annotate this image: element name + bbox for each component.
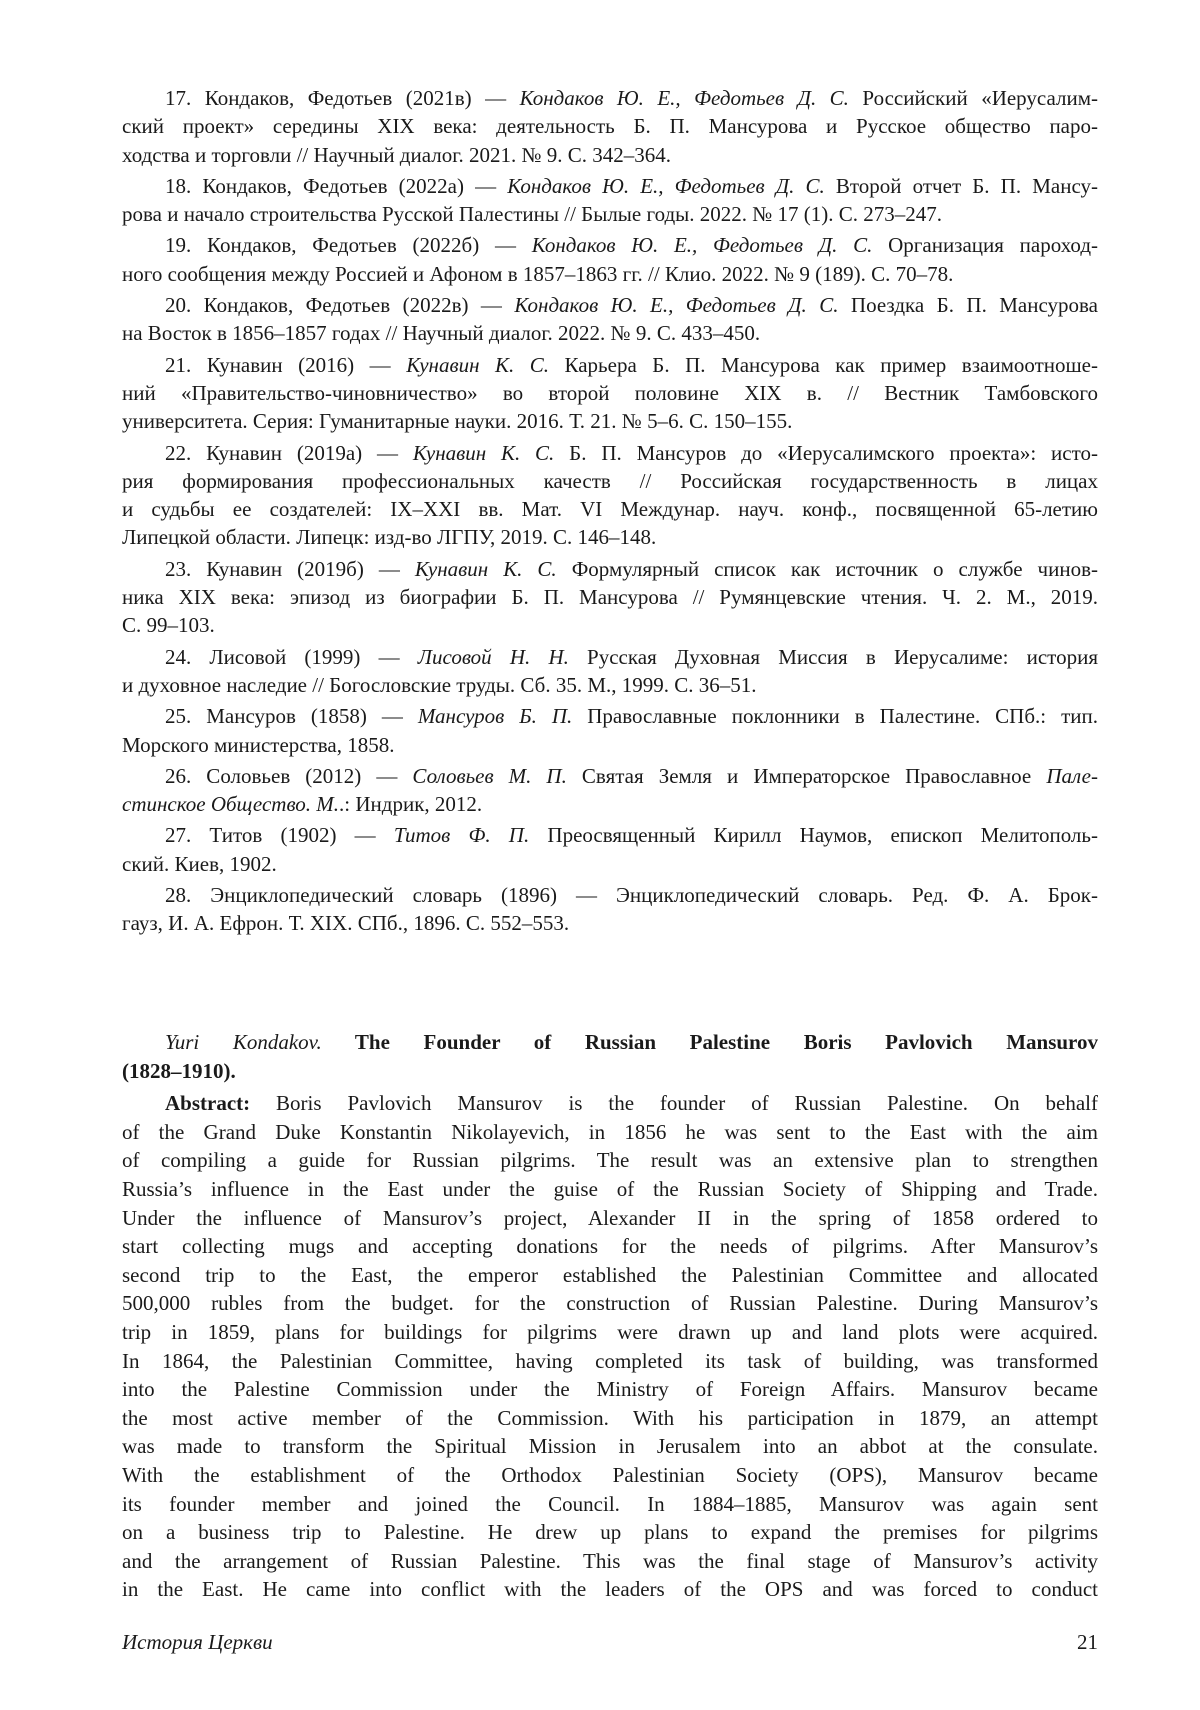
- reference-entry: [122, 439, 1098, 552]
- reference-line: [122, 790, 1098, 818]
- reference-line: [122, 231, 1098, 259]
- abstract-line: [122, 1575, 1098, 1604]
- abstract-text: In 1864, the Palestinian Committee, having completed its task of building, was transformed: [122, 1349, 1098, 1373]
- reference-line: [122, 112, 1098, 140]
- reference-text: ходства и торговли // Научный диалог. 2021. № 9. С. 342–364.: [122, 143, 671, 167]
- reference-text: 26. Соловьев (2012) —: [165, 764, 412, 788]
- reference-text: гауз, И. А. Ефрон. Т. XIX. СПб., 1896. С. 552–553.: [122, 911, 569, 935]
- abstract-line: [122, 1089, 1098, 1118]
- reference-entry: [122, 702, 1098, 759]
- reference-text: Поездка Б. П. Мансурова: [838, 293, 1098, 317]
- reference-entry: [122, 291, 1098, 348]
- reference-text: С. 99–103.: [122, 613, 215, 637]
- reference-text: Формулярный список как источник о службе чинов-: [557, 557, 1098, 581]
- reference-line: [122, 611, 1098, 639]
- reference-author: Кондаков Ю. Е., Федотьев Д. С.: [520, 86, 849, 110]
- reference-entry: [122, 351, 1098, 436]
- reference-author: Кондаков Ю. Е., Федотьев Д. С.: [532, 233, 873, 257]
- reference-text: 21. Кунавин (2016) —: [165, 353, 406, 377]
- reference-line: [122, 291, 1098, 319]
- reference-text: 28. Энциклопедический словарь (1896) — Энциклопедический словарь. Ред. Ф. А. Брок-: [165, 883, 1098, 907]
- reference-text: ника XIX века: эпизод из биографии Б. П. Мансурова // Румянцевские чтения. Ч. 2. М., 2019.: [122, 585, 1098, 609]
- reference-text: Российский «Иерусалим-: [849, 86, 1098, 110]
- abstract-line: [122, 1318, 1098, 1347]
- reference-line: [122, 671, 1098, 699]
- reference-text: Святая Земля и Императорское Православное: [567, 764, 1046, 788]
- reference-entry: [122, 172, 1098, 229]
- reference-entry: [122, 555, 1098, 640]
- reference-author: Пале-: [1046, 764, 1098, 788]
- page-footer: [122, 1630, 1098, 1655]
- reference-text: 22. Кунавин (2019а) —: [165, 441, 413, 465]
- abstract-text: 500,000 rubles from the budget. for the construction of Russian Palestine. During Mansurov’s: [122, 1291, 1098, 1315]
- reference-line: [122, 762, 1098, 790]
- reference-text: ский. Киев, 1902.: [122, 852, 277, 876]
- reference-line: [122, 909, 1098, 937]
- reference-text: рова и начало строительства Русской Палестины // Былые годы. 2022. № 17 (1). С. 273–247.: [122, 202, 942, 226]
- reference-line: [122, 821, 1098, 849]
- reference-text: 25. Мансуров (1858) —: [165, 704, 418, 728]
- abstract-text: and the arrangement of Russian Palestine. This was the final stage of Mansurov’s activity: [122, 1549, 1098, 1573]
- abstract-line: [122, 1232, 1098, 1261]
- abstract-text: trip in 1859, plans for buildings for pilgrims were drawn up and land plots were acquired.: [122, 1320, 1098, 1344]
- abstract-text: Under the influence of Mansurov’s project, Alexander II in the spring of 1858 ordered to: [122, 1206, 1098, 1230]
- abstract-line: [122, 1175, 1098, 1204]
- abstract-text: on a business trip to Palestine. He drew up plans to expand the premises for pilgrims: [122, 1520, 1098, 1544]
- reference-line: [122, 850, 1098, 878]
- author-name: Yuri Kondakov.: [165, 1030, 322, 1054]
- reference-text: и духовное наследие // Богословские труды. Сб. 35. М., 1999. С. 36–51.: [122, 673, 757, 697]
- abstract-line: [122, 1289, 1098, 1318]
- abstract-text: Russia’s influence in the East under the guise of the Russian Society of Shipping and Trade.: [122, 1177, 1098, 1201]
- abstract-text: its founder member and joined the Council. In 1884–1885, Mansurov was again sent: [122, 1492, 1098, 1516]
- reference-text: 20. Кондаков, Федотьев (2022в) —: [165, 293, 514, 317]
- reference-entry: [122, 643, 1098, 700]
- reference-text: рия формирования профессиональных качеств // Российская государственность в лицах: [122, 469, 1098, 493]
- abstract-text: of compiling a guide for Russian pilgrims. The result was an extensive plan to strengthen: [122, 1148, 1098, 1172]
- reference-entry: [122, 881, 1098, 938]
- reference-line: [122, 379, 1098, 407]
- reference-text: 24. Лисовой (1999) —: [165, 645, 418, 669]
- abstract-text: Boris Pavlovich Mansurov is the founder of Russian Palestine. On behalf: [250, 1091, 1098, 1115]
- abstract-text: into the Palestine Commission under the Ministry of Foreign Affairs. Mansurov became: [122, 1377, 1098, 1401]
- reference-text: Морского министерства, 1858.: [122, 733, 394, 757]
- reference-author: Кондаков Ю. Е., Федотьев Д. С.: [507, 174, 825, 198]
- reference-author: Кунавин К. С.: [413, 441, 554, 465]
- journal-name: История Церкви: [122, 1630, 273, 1655]
- reference-line: [122, 439, 1098, 467]
- reference-text: ский проект» середины XIX века: деятельность Б. П. Мансурова и Русское общество паро-: [122, 114, 1098, 138]
- reference-line: [122, 495, 1098, 523]
- abstract-text: of the Grand Duke Konstantin Nikolayevich, in 1856 he was sent to the East with the aim: [122, 1120, 1098, 1144]
- reference-text: Преосвященный Кирилл Наумов, епископ Мелитополь-: [529, 823, 1098, 847]
- reference-text: 17. Кондаков, Федотьев (2021в) —: [165, 86, 520, 110]
- article-title: [122, 1028, 1098, 1085]
- abstract-line: [122, 1432, 1098, 1461]
- reference-list: [122, 84, 1098, 941]
- reference-text: 19. Кондаков, Федотьев (2022б) —: [165, 233, 532, 257]
- reference-text: Липецкой области. Липецк: изд-во ЛГПУ, 2019. С. 146–148.: [122, 525, 656, 549]
- reference-line: [122, 260, 1098, 288]
- reference-text: 18. Кондаков, Федотьев (2022а) —: [165, 174, 507, 198]
- abstract-line: [122, 1118, 1098, 1147]
- reference-author: Титов Ф. П.: [394, 823, 529, 847]
- reference-line: [122, 200, 1098, 228]
- reference-author: Мансуров Б. П.: [418, 704, 572, 728]
- reference-line: [122, 407, 1098, 435]
- reference-entry: [122, 762, 1098, 819]
- abstract-text: was made to transform the Spiritual Mission in Jerusalem into an abbot at the consulate.: [122, 1434, 1098, 1458]
- reference-text: на Восток в 1856–1857 годах // Научный диалог. 2022. № 9. С. 433–450.: [122, 321, 760, 345]
- reference-text: Карьера Б. П. Мансурова как пример взаимоотноше-: [549, 353, 1098, 377]
- reference-line: [122, 351, 1098, 379]
- reference-entry: [122, 231, 1098, 288]
- page-number: 21: [1077, 1630, 1098, 1655]
- reference-text: и судьбы ее создателей: IX–XXI вв. Мат. VI Междунар. науч. конф., посвященной 65-летию: [122, 497, 1098, 521]
- abstract-text: With the establishment of the Orthodox Palestinian Society (OPS), Mansurov became: [122, 1463, 1098, 1487]
- reference-line: [122, 643, 1098, 671]
- reference-line: [122, 702, 1098, 730]
- reference-line: [122, 731, 1098, 759]
- abstract-text: second trip to the East, the emperor established the Palestinian Committee and allocated: [122, 1263, 1098, 1287]
- reference-text: ний «Правительство-чиновничество» во второй половине XIX в. // Вестник Тамбовского: [122, 381, 1098, 405]
- abstract-line: [122, 1518, 1098, 1547]
- reference-line: [122, 881, 1098, 909]
- reference-line: [122, 523, 1098, 551]
- reference-line: [122, 172, 1098, 200]
- reference-text: Организация пароход-: [872, 233, 1098, 257]
- reference-line: [122, 319, 1098, 347]
- abstract-line: [122, 1146, 1098, 1175]
- reference-author: Кондаков Ю. Е., Федотьев Д. С.: [514, 293, 838, 317]
- reference-entry: [122, 821, 1098, 878]
- title-years: (1828–1910).: [122, 1057, 1098, 1086]
- reference-text: .: Индрик, 2012.: [339, 792, 482, 816]
- abstract-text: start collecting mugs and accepting donations for the needs of pilgrims. After Mansurov’s: [122, 1234, 1098, 1258]
- abstract-line: [122, 1347, 1098, 1376]
- reference-entry: [122, 84, 1098, 169]
- abstract-label: Abstract:: [165, 1091, 250, 1115]
- reference-text: университета. Серия: Гуманитарные науки. 2016. Т. 21. № 5–6. С. 150–155.: [122, 409, 792, 433]
- abstract-line: [122, 1375, 1098, 1404]
- reference-text: Православные поклонники в Палестине. СПб.: тип.: [572, 704, 1098, 728]
- reference-text: 23. Кунавин (2019б) —: [165, 557, 415, 581]
- abstract-line: [122, 1461, 1098, 1490]
- reference-author: стинское Общество. М.: [122, 792, 339, 816]
- reference-line: [122, 583, 1098, 611]
- reference-author: Лисовой Н. Н.: [418, 645, 569, 669]
- abstract-body: [122, 1089, 1098, 1604]
- reference-line: [122, 84, 1098, 112]
- reference-text: Русская Духовная Миссия в Иерусалиме: история: [569, 645, 1098, 669]
- title-text: The Founder of Russian Palestine Boris Pavlovich Mansurov: [322, 1030, 1098, 1054]
- reference-line: [122, 555, 1098, 583]
- abstract-line: [122, 1490, 1098, 1519]
- reference-text: Второй отчет Б. П. Мансу-: [825, 174, 1098, 198]
- abstract-line: [122, 1547, 1098, 1576]
- reference-text: ного сообщения между Россией и Афоном в 1857–1863 гг. // Клио. 2022. № 9 (189). С. 70–78.: [122, 262, 953, 286]
- reference-author: Соловьев М. П.: [412, 764, 566, 788]
- abstract-text: the most active member of the Commission. With his participation in 1879, an attempt: [122, 1406, 1098, 1430]
- title-line: [122, 1028, 1098, 1057]
- reference-text: 27. Титов (1902) —: [165, 823, 394, 847]
- reference-line: [122, 467, 1098, 495]
- abstract-text: in the East. He came into conflict with the leaders of the OPS and was forced to conduct: [122, 1577, 1098, 1601]
- abstract-line: [122, 1261, 1098, 1290]
- reference-text: Б. П. Мансуров до «Иерусалимского проекта»: исто-: [554, 441, 1098, 465]
- abstract-section: [122, 1028, 1098, 1604]
- reference-author: Кунавин К. С.: [406, 353, 549, 377]
- abstract-line: [122, 1204, 1098, 1233]
- reference-author: Кунавин К. С.: [415, 557, 557, 581]
- abstract-line: [122, 1404, 1098, 1433]
- reference-line: [122, 141, 1098, 169]
